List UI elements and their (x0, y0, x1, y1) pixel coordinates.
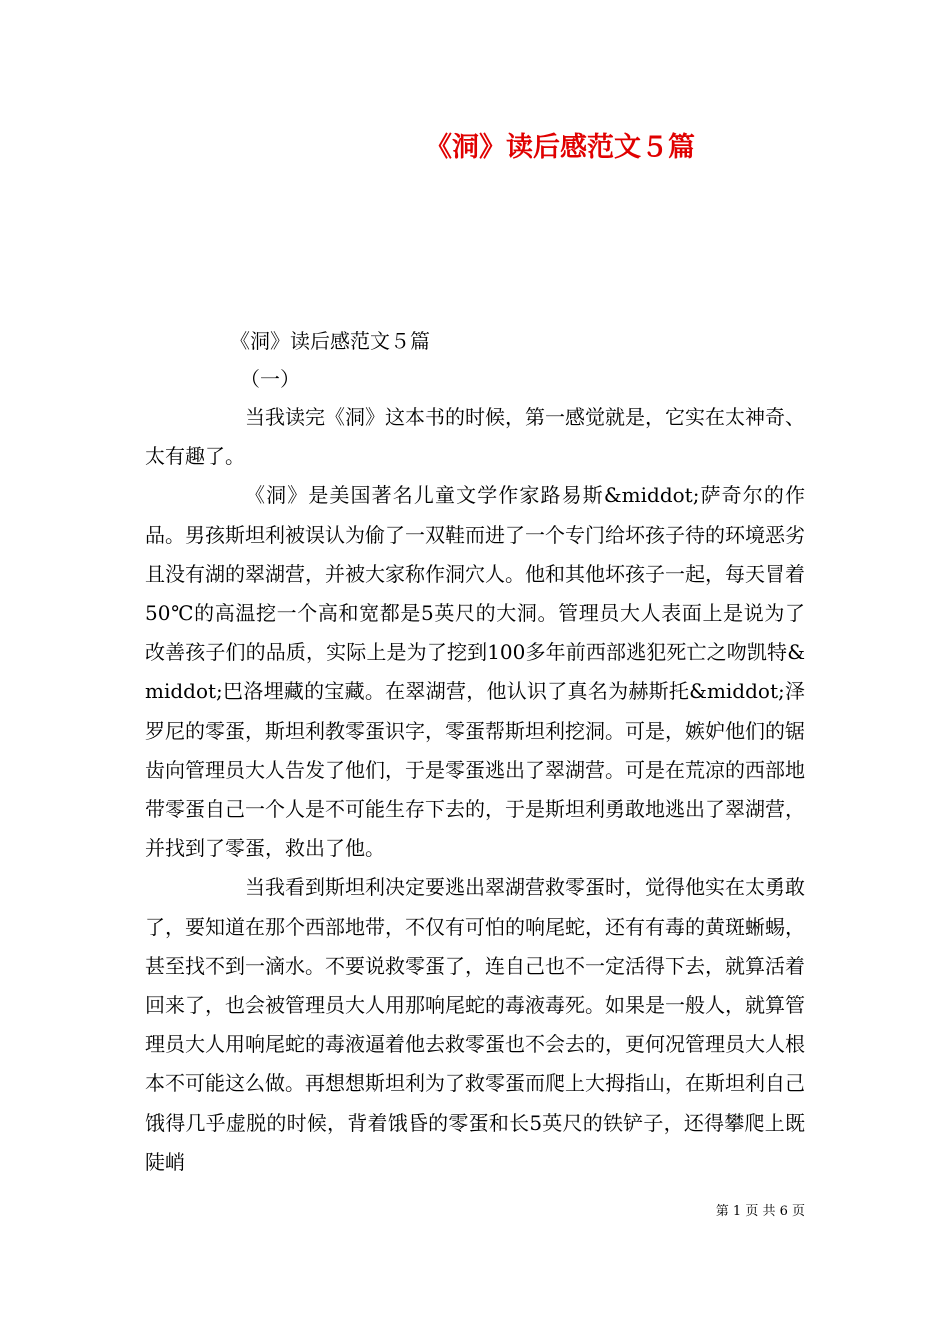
page-footer: 第 1 页 共 6 页 (715, 1204, 805, 1219)
paragraph-3: 当我看到斯坦利决定要逃出翠湖营救零蛋时，觉得他实在太勇敢了，要知道在那个西部地带，不仅有可怕的响尾蛇，还有有毒的黄斑蜥蜴，甚至找不到一滴水。不要说救零蛋了，连自己也不一定活得下去，就算活着回来了，也会被管理员大人用那响尾蛇的毒液毒死。如果是一般人，就算管理员大人用响尾蛇的毒液逼着他去救零蛋也不会去的，更何况管理员大人根本不可能这么做。再想想斯坦利为了救零蛋而爬上大拇指山，在斯坦利自己饿得几乎虚脱的时候，背着饿昏的零蛋和长5英尺的铁铲子，还得攀爬上既陡峭 (145, 875, 805, 1174)
section-marker: （一） (240, 367, 300, 391)
document-title: 《洞》读后感范文５篇 (425, 132, 695, 163)
document-body (145, 322, 805, 1182)
paragraph-2: 《洞》是美国著名儿童文学作家路易斯&middot;萨奇尔的作品。男孩斯坦利被误认为偷了一双鞋而进了一个专门给坏孩子待的环境恶劣且没有湖的翠湖营，并被大家称作洞穴人。他和其他坏孩子一起，每天冒着50℃的高温挖一个高和宽都是5英尺的大洞。管理员大人表面上是说为了改善孩子们的品质，实际上是为了挖到100多年前西部逃犯死亡之吻凯特&middot;巴洛埋藏的宝藏。在翠湖营，他认识了真名为赫斯托&middot;泽罗尼的零蛋，斯坦利教零蛋识字，零蛋帮斯坦利挖洞。可是，嫉妒他们的锯齿向管理员大人告发了他们，于是零蛋逃出了翠湖营。可是在荒凉的西部地带零蛋自己一个人是不可能生存下去的，于是斯坦利勇敢地逃出了翠湖营，并找到了零蛋，救出了他。 (145, 483, 805, 861)
document-subtitle: 《洞》读后感范文５篇 (230, 329, 430, 353)
paragraph-1: 当我读完《洞》这本书的时候，第一感觉就是，它实在太神奇、太有趣了。 (145, 405, 805, 469)
